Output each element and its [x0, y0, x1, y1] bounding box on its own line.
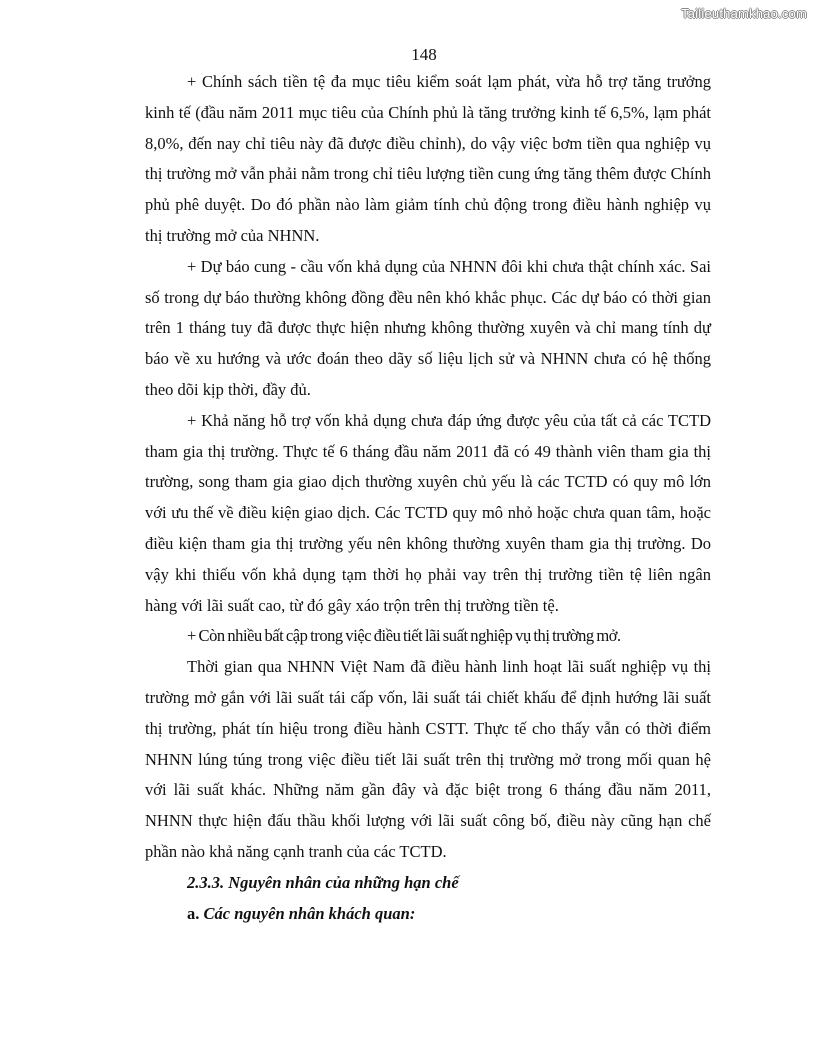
- section-heading: 2.3.3. Nguyên nhân của những hạn chế: [187, 872, 459, 892]
- paragraph-liquidity-forecast: + Dự báo cung - cầu vốn khả dụng của NHNN đôi khi chưa thật chính xác. Sai số trong dự báo thường không đồng đều nên khó khắc phục. Các dự báo có thời gian trên 1 tháng tuy đã được thực hiện nhưng không thường xuyên và chỉ mang tính dự báo về xu hướng và ước đoán theo dãy số liệu lịch sử và NHNN chưa có hệ thống theo dõi kịp thời, đầy đủ.: [145, 256, 711, 399]
- paragraph-interest-rate-issues: + Còn nhiều bất cập trong việc điều tiết lãi suất nghiệp vụ thị trường mở.: [187, 626, 621, 646]
- page-number: 148: [411, 45, 437, 64]
- paragraph-interest-rate-management: Thời gian qua NHNN Việt Nam đã điều hành linh hoạt lãi suất nghiệp vụ thị trường mở gắn với lãi suất tái cấp vốn, lãi suất tái chiết khấu để định hướng lãi suất thị trường, phát tín hiệu trong điều hành CSTT. Thực tế cho thấy vẫn có thời điểm NHNN lúng túng trong việc điều tiết lãi suất trên thị trường mở trong mối quan hệ với lãi suất khác. Những năm gần đây và đặc biệt trong 6 tháng đầu năm 2011, NHNN thực hiện đấu thầu khối lượng với lãi suất công bố, điều này cũng hạn chế phần nào khả năng cạnh tranh của các TCTD.: [145, 657, 711, 861]
- subheading: [145, 899, 711, 930]
- document-body: [145, 67, 711, 929]
- paragraph-monetary-policy: + Chính sách tiền tệ đa mục tiêu kiểm soát lạm phát, vừa hỗ trợ tăng trưởng kinh tế (đầu năm 2011 mục tiêu của Chính phủ là tăng trưởng kinh tế 6,5%, lạm phát 8,0%, đến nay chỉ tiêu này đã được điều chỉnh), do vậy việc bơm tiền qua nghiệp vụ thị trường mở vẫn phải nằm trong chỉ tiêu lượng tiền cung ứng tăng thêm được Chính phủ phê duyệt. Do đó phần nào làm giảm tính chủ động trong điều hành nghiệp vụ thị trường mở của NHNN.: [145, 72, 711, 245]
- subheading-prefix: a.: [187, 903, 200, 923]
- paragraph-liquidity-support: + Khả năng hỗ trợ vốn khả dụng chưa đáp ứng được yêu của tất cả các TCTD tham gia thị trường. Thực tế 6 tháng đầu năm 2011 đã có 49 thành viên tham gia thị trường, song tham gia giao dịch thường xuyên chủ yếu là các TCTD có quy mô lớn với ưu thế về điều kiện giao dịch. Các TCTD quy mô nhỏ hoặc chưa quan tâm, hoặc điều kiện tham gia thị trường yếu nên không thường xuyên tham gia thị trường. Do vậy khi thiếu vốn khả dụng tạm thời họ phải vay trên thị trường tiền tệ liên ngân hàng với lãi suất cao, từ đó gây xáo trộn trên thị trường tiền tệ.: [145, 410, 711, 615]
- subheading-text: Các nguyên nhân khách quan:: [203, 903, 416, 923]
- watermark-text: Tailieuthamkhao.com: [681, 6, 807, 21]
